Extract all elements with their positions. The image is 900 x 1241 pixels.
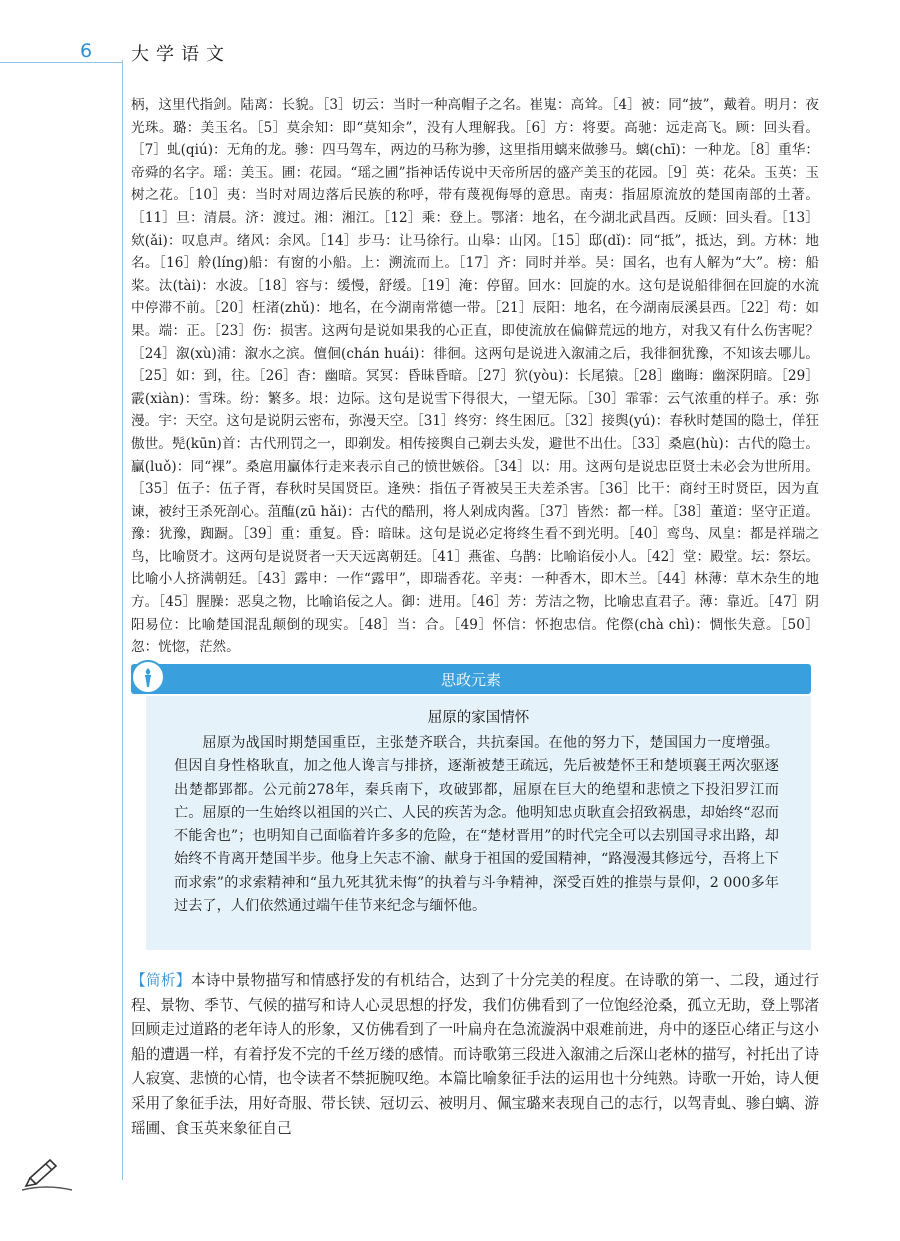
page-header (0, 0, 900, 80)
sizheng-header-bar (131, 664, 811, 694)
sizheng-body: 屈原为战国时期楚国重臣，主张楚齐联合，共抗秦国。在他的努力下，楚国国力一度增强。但因自身性格耿直，加之他人谗言与排挤，逐渐被楚王疏远，先后被楚怀王和楚顷襄王两次驱逐出楚都郢都。公元前278年，秦兵南下，攻破郢都，屈原在巨大的绝望和悲愤之下投汨罗江而亡。屈原的一生始终以祖国的兴亡、人民的疾苦为念。他明知忠贞耿直会招致祸患，却始终“忍而不能舍也”；也明知自己面临着许多多的危险，在“楚材晋用”的时代完全可以去别国寻求出路，却始终不肯离开楚国半步。他身上矢志不渝、献身于祖国的爱国精神，“路漫漫其修远兮，吾将上下而求索”的求索精神和“虽九死其犹未悔”的执着与斗争精神，深受百姓的推崇与景仰，2 000多年过去了，人们依然通过端午佳节来纪念与缅怀他。 (174, 735, 779, 915)
torch-icon (131, 660, 165, 694)
analysis-label: 【简析】 (131, 972, 191, 989)
analysis-paragraph (131, 969, 819, 1141)
sizheng-bar-title: 思政元素 (440, 671, 501, 689)
pen-icon (16, 1150, 76, 1204)
sizheng-box (146, 696, 811, 950)
margin-rule (122, 60, 123, 1180)
book-title: 大学语文 (131, 44, 231, 65)
header-rule (0, 62, 122, 63)
analysis-text: 本诗中景物描写和情感抒发的有机结合，达到了十分完美的程度。在诗歌的第一、二段，通过行程、景物、季节、气候的描写和诗人心灵思想的抒发，我们仿佛看到了一位饱经沧桑，孤立无助，登上鄂渚回顾走过道路的老年诗人的形象，又仿佛看到了一叶扁舟在急流漩涡中艰难前进，舟中的逐臣心绪正与这小船的遭遇一样，有着抒发不完的千丝万缕的感情。而诗歌第三段进入溆浦之后深山老林的描写，衬托出了诗人寂寞、悲愤的心情，也令读者不禁扼腕叹绝。本篇比喻象征手法的运用也十分纯熟。诗歌一开始，诗人便采用了象征手法，用好奇服、带长铗、冠切云、被明月、佩宝璐来表现自己的志行，以驾青虬、骖白螭、游瑶圃、食玉英来象征自己 (131, 972, 819, 1137)
annotation-notes: 柄，这里代指剑。陆离：长貌。［3］切云：当时一种高帽子之名。崔嵬：高耸。［4］被：同“披”，戴着。明月：夜光珠。璐：美玉名。［5］莫余知：即“莫知余”，没有人理解我。［6］方：将要。高驰：远走高飞。顾：回头看。［7］虬(qiú)：无角的龙。骖：四马驾车，两边的马称为骖，这里指用螭来做骖马。螭(chī)：一种龙。［8］重华：帝舜的名字。瑶：美玉。圃：花园。“瑶之圃”指神话传说中天帝所居的盛产美玉的花园。［9］英：花朵。玉英：玉树之花。［10］夷：当时对周边落后民族的称呼，带有蔑视侮辱的意思。南夷：指屈原流放的楚国南部的土著。［11］旦：清晨。济：渡过。湘：湘江。［12］乘：登上。鄂渚：地名，在今湖北武昌西。反顾：回头看。［13］欸(ǎi)：叹息声。绪风：余风。［14］步马：让马徐行。山皋：山冈。［15］邸(dǐ)：同“抵”，抵达，到。方林：地名。［16］舲(líng)船：有窗的小船。上：溯流而上。［17］齐：同时并举。吴：国名，也有人解为“大”。榜：船桨。汰(tài)：水波。［18］容与：缓慢，舒缓。［19］淹：停留。回水：回旋的水。这句是说船徘徊在回旋的水流中停滞不前。［20］枉渚(zhǔ)：地名，在今湖南常德一带。［21］辰阳：地名，在今湖南辰溪县西。［22］苟：如果。端：正。［23］伤：损害。这两句是说如果我的心正直，即使流放在偏僻荒远的地方，对我又有什么伤害呢？［24］溆(xù)浦：溆水之滨。儃佪(chán huái)：徘徊。这两句是说进入溆浦之后，我徘徊犹豫，不知该去哪儿。［25］如：到，往。［26］杳：幽暗。冥冥：昏昧昏暗。［27］狖(yòu)：长尾猿。［28］幽晦：幽深阴暗。［29］霰(xiàn)：雪珠。纷：繁多。垠：边际。这句是说雪下得很大，一望无际。［30］霏霏：云气浓重的样子。承：弥漫。宇：天空。这句是说阴云密布，弥漫天空。［31］终穷：终生困厄。［32］接舆(yú)：春秋时楚国的隐士，佯狂傲世。髡(kūn)首：古代刑罚之一，即剃发。相传接舆自己剃去头发，避世不出仕。［33］桑扈(hù)：古代的隐士。臝(luǒ)：同“裸”。桑扈用臝体行走来表示自己的愤世嫉俗。［34］以：用。这两句是说忠臣贤士未必会为世所用。［35］伍子：伍子胥，春秋时吴国贤臣。逢殃：指伍子胥被吴王夫差杀害。［36］比干：商纣王时贤臣，因为直谏，被纣王杀死剖心。菹醢(zū hǎi)：古代的酷刑，将人剁成肉酱。［37］皆然：都一样。［38］董道：坚守正道。豫：犹豫，踟蹰。［39］重：重复。昏：暗昧。这句是说必定将终生看不到光明。［40］鸾鸟、凤皇：都是祥瑞之鸟，比喻贤才。这两句是说贤者一天天远离朝廷。［41］燕雀、乌鹊：比喻谄佞小人。［42］堂：殿堂。坛：祭坛。比喻小人挤满朝廷。［43］露申：一作“露甲”，即瑞香花。辛夷：一种香木，即木兰。［44］林薄：草木杂生的地方。［45］腥臊：恶臭之物，比喻谄佞之人。御：进用。［46］芳：芳洁之物，比喻忠直君子。薄：靠近。［47］阴阳易位：比喻楚国混乱颠倒的现实。［48］当：合。［49］怀信：怀抱忠信。侘傺(chà chì)：惆怅失意。［50］忽：恍惚，茫然。 (131, 97, 819, 656)
sizheng-subtitle: 屈原的家国情怀 (427, 710, 530, 726)
page-number: 6 (80, 40, 93, 62)
